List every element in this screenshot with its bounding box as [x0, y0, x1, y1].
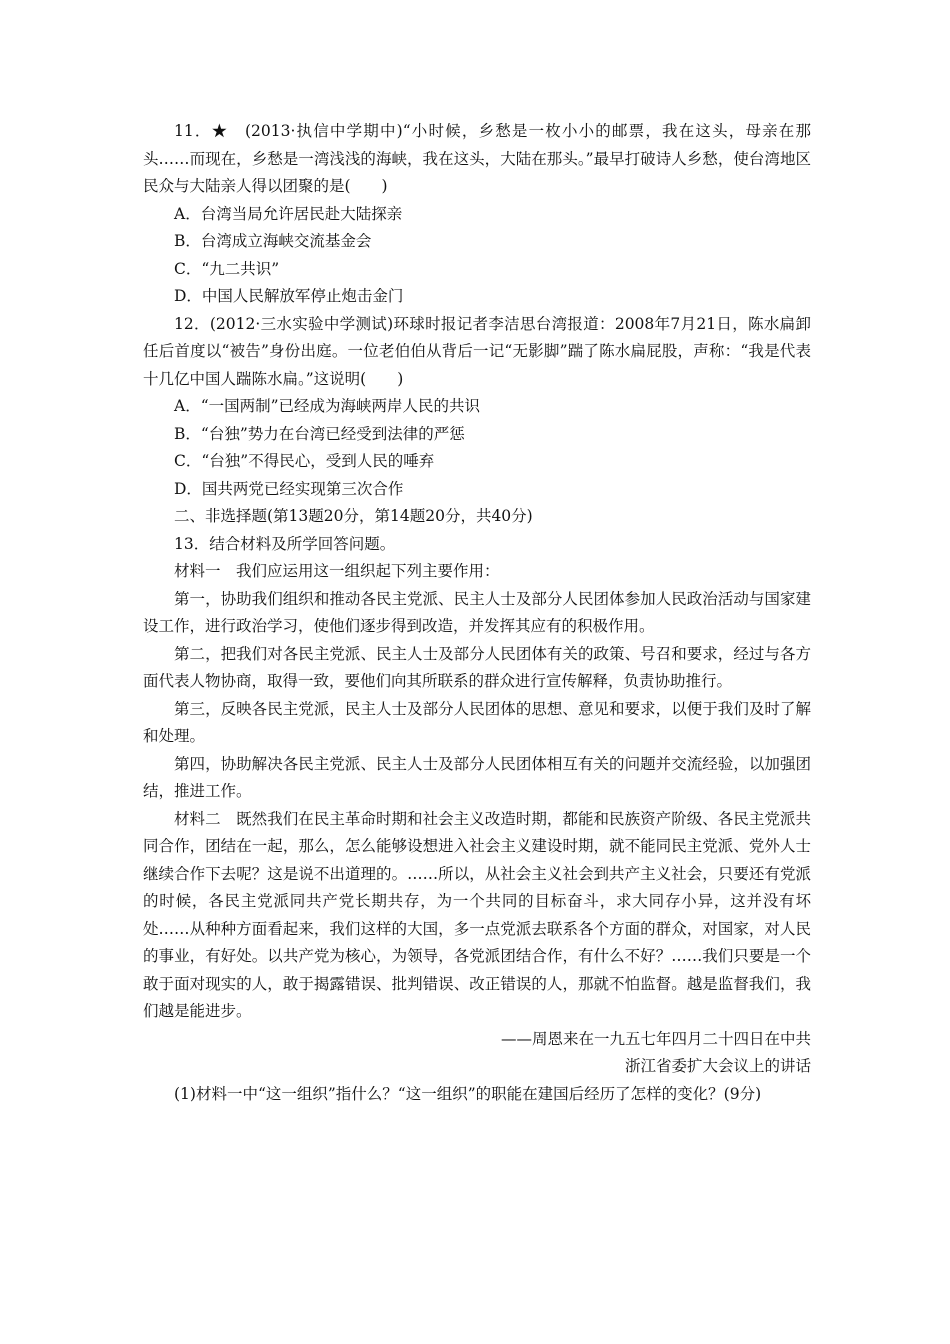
material-1-item: 第四，协助解决各民主党派、民主人士及部分人民团体相互有关的问题并交流经验，以加强团结，推进工作。	[143, 754, 811, 800]
question-11-option-b: B．台湾成立海峡交流基金会	[174, 232, 372, 250]
question-12-stem: 12．(2012·三水实验中学测试)环球时报记者李洁思台湾报道：2008年7月21日，陈水扁卸任后首度以“被告”身份出庭。一位老伯伯从背后一记“无影脚”踹了陈水扁屁股，声称：“我是代表十几亿中国人踹陈水扁。”这说明( )	[143, 314, 811, 388]
material-2-source-line-1: ——周恩来在一九五七年四月二十四日在中共	[500, 1029, 811, 1048]
question-11-option-d: D．中国人民解放军停止炮击金门	[174, 287, 404, 305]
document-content	[143, 118, 811, 1108]
question-11-option-a: A．台湾当局允许居民赴大陆探亲	[174, 204, 403, 223]
section-heading: 二、非选择题(第13题20分，第14题20分，共40分)	[174, 507, 533, 525]
material-1-item: 第三，反映各民主党派，民主人士及部分人民团体的思想、意见和要求，以便于我们及时了解和处理。	[143, 699, 811, 745]
material-1-title: 材料一 我们应运用这一组织起下列主要作用：	[174, 562, 500, 580]
question-13-stem: 13．结合材料及所学回答问题。	[174, 534, 396, 553]
material-2-text: 材料二 既然我们在民主革命时期和社会主义改造时期，都能和民族资产阶级、各民主党派共同合作，团结在一起，那么，怎么能够设想进入社会主义建设时期，就不能同民主党派、党外人士继续合作下去呢？这是说不出道理的。……所以，从社会主义社会到共产主义社会，只要还有党派的时候，各民主党派同共产党长期共存，为一个共同的目标奋斗，求大同存小异，这并没有坏处……从种种方面看起来，我们这样的大国，多一点党派去联系各个方面的群众，对国家，对人民的事业，有好处。以共产党为核心，为领导，各党派团结合作，有什么不好？……我们只要是一个敢于面对现实的人，敢于揭露错误、批判错误、改正错误的人，那就不怕监督。越是监督我们，我们越是能进步。	[143, 809, 811, 1020]
question-12-option-c: C．“台独”不得民心，受到人民的唾弃	[174, 452, 435, 470]
question-12-option-b: B．“台独”势力在台湾已经受到法律的严惩	[174, 424, 465, 443]
material-1-item: 第二，把我们对各民主党派、民主人士及部分人民团体有关的政策、号召和要求，经过与各方面代表人物协商，取得一致，要他们向其所联系的群众进行宣传解释，负责协助推行。	[143, 644, 811, 690]
question-13-sub-1: (1)材料一中“这一组织”指什么？“这一组织”的职能在建国后经历了怎样的变化？(9分)	[174, 1084, 762, 1103]
material-1-item: 第一，协助我们组织和推动各民主党派、民主人士及部分人民团体参加人民政治活动与国家建设工作，进行政治学习，使他们逐步得到改造，并发挥其应有的积极作用。	[143, 589, 811, 635]
material-2-source-line-2: 浙江省委扩大会议上的讲话	[624, 1057, 811, 1075]
question-11-stem: 11．★ (2013·执信中学期中)“小时候，乡愁是一枚小小的邮票，我在这头，母亲在那头……而现在，乡愁是一湾浅浅的海峡，我在这头，大陆在那头。”最早打破诗人乡愁，使台湾地区民众与大陆亲人得以团聚的是( )	[143, 122, 811, 195]
question-12-option-a: A．“一国两制”已经成为海峡两岸人民的共识	[174, 397, 481, 415]
question-12-option-d: D．国共两党已经实现第三次合作	[174, 479, 404, 498]
question-11-option-c: C．“九二共识”	[174, 259, 280, 278]
